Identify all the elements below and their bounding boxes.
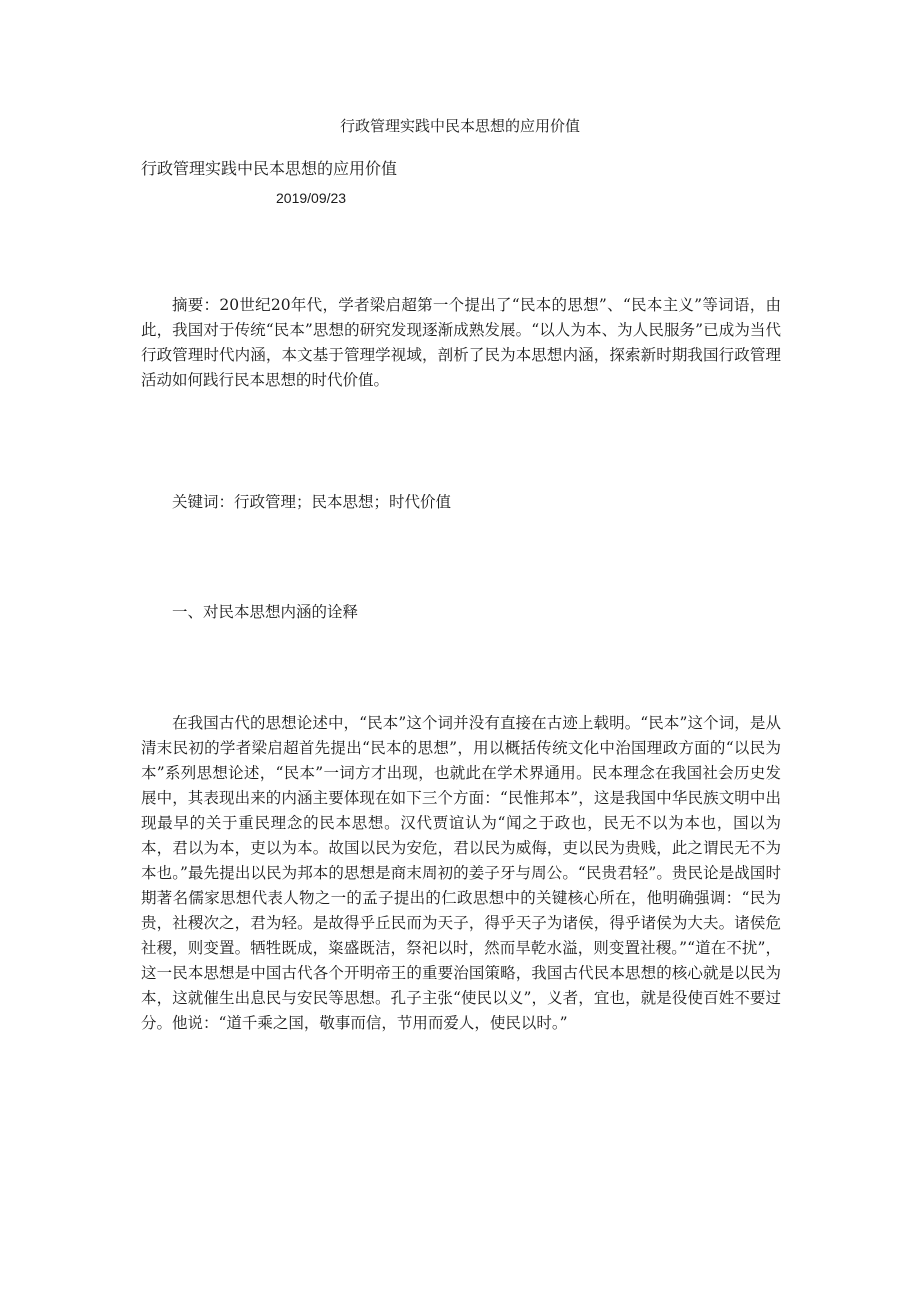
abstract-paragraph: 摘要：20世纪20年代，学者梁启超第一个提出了“民本的思想”、“民本主义”等词语，由此，我国对于传统“民本”思想的研究发现逐渐成熟发展。“以人为本、为人民服务”已成为当代行政管理时代内涵，本文基于管理学视域，剖析了民为本思想内涵，探索新时期我国行政管理活动如何践行民本思想的时代价值。 (141, 296, 781, 389)
document-header-title: 行政管理实践中民本思想的应用价值 (339, 117, 580, 135)
publish-date: 2019/09/23 (276, 190, 347, 206)
keywords-line: 关键词：行政管理；民本思想；时代价值 (172, 493, 452, 511)
body-paragraph: 在我国古代的思想论述中，“民本”这个词并没有直接在古迹上载明。“民本”这个词，是从清末民初的学者梁启超首先提出“民本的思想”，用以概括传统文化中治国理政方面的“以民为本”系列思想论述，“民本”一词方才出现，也就此在学术界通用。民本理念在我国社会历史发展中，其表现出来的内涵主要体现在如下三个方面：“民惟邦本”，这是我国中华民族文明中出现最早的关于重民理念的民本思想。汉代贾谊认为“闻之于政也，民无不以为本也，国以为本，君以为本，吏以为本。故国以民为安危，君以民为威侮，吏以民为贵贱，此之谓民无不为本也。”最先提出以民为邦本的思想是商末周初的姜子牙与周公。“民贵君轻”。贵民论是战国时期著名儒家思想代表人物之一的孟子提出的仁政思想中的关键核心所在，他明确强调：“民为贵，社稷次之，君为轻。是故得乎丘民而为天子，得乎天子为诸侯，得乎诸侯为大夫。诸侯危社稷，则变置。牺牲既成，粢盛既洁，祭祀以时，然而旱乾水溢，则变置社稷。”“道在不扰”，这一民本思想是中国古代各个开明帝王的重要治国策略，我国古代民本思想的核心就是以民为本，这就催生出息民与安民等思想。孔子主张“使民以义”，义者，宜也，就是役使百姓不要过分。他说：“道千乘之国，敬事而信，节用而爱人，使民以时。” (141, 714, 781, 1032)
article-title: 行政管理实践中民本思想的应用价值 (141, 159, 398, 178)
section-heading: 一、对民本思想内涵的诠释 (172, 603, 359, 621)
